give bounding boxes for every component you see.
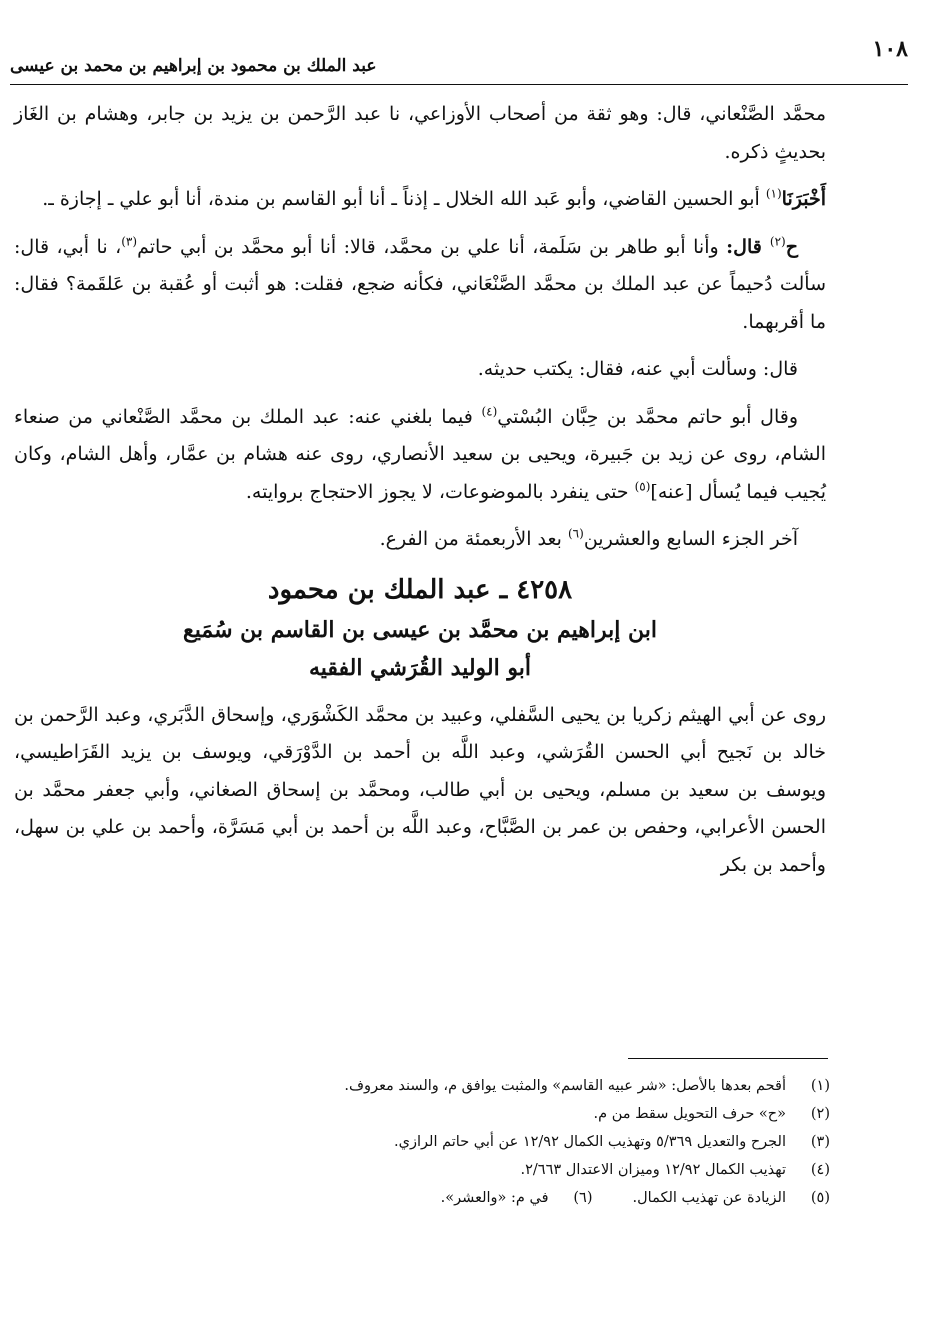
tahwil-mark: ح [785,235,798,258]
entry-heading [14,569,826,687]
header-rule [10,84,908,85]
page-header [10,36,908,82]
paragraph: محمَّد الصَّنْعاني، قال: وهو ثقة من أصحاب الأوزاعي، نا عبد الرَّحمن بن يزيد بن جابر، وهشام بن الغَاز بحديثٍ ذكره. [14,103,826,163]
entry-title: ٤٢٥٨ ـ عبد الملك بن محمود [267,574,573,605]
running-title: عبد الملك بن محمود بن إبراهيم بن محمد بن عيسى [10,56,377,76]
footnote: (٥) الزيادة عن تهذيب الكمال. [632,1190,830,1206]
footnote-ref: (١) [765,186,782,201]
footnote: (٣) الجرح والتعديل ٥/٣٦٩ وتهذيب الكمال ١٢/٩٢ عن أبي حاتم الرازي. [394,1134,830,1150]
paragraph: أَخْبَرَنَا$^{(١)}$ أبو الحسين القاضي، وأبو عَبد الله الخلال ـ إذناً ـ أنا أبو القاسم بن مندة، أنا أبو علي ـ إجازة ـ. [42,186,826,210]
footnote-ref: (٤) [481,404,498,419]
footnote-ref: (٥) [634,479,651,494]
footnote-rule [628,1058,828,1059]
footnote: (٤) تهذيب الكمال ١٢/٩٢ وميزان الاعتدال ٢/٦٦٣. [520,1162,830,1178]
narration-keyword: أَخْبَرَنَا [781,188,826,210]
footnote: (٢) «ح» حرف التحويل سقط من م. [593,1106,830,1122]
footnote-ref: (٣) [121,234,138,249]
footnote: (٦) في م: «والعشر». [440,1190,593,1206]
main-text [14,96,826,894]
paragraph: قال: وسألت أبي عنه، فقال: يكتب حديثه. [477,358,798,380]
paragraph: آخر الجزء السابع والعشرين$^{(٦)}$ بعد الأربعمئة من الفرع. [379,526,798,550]
paragraph: ح$^{(٢)}$ قال: وأنا أبو طاهر بن سَلَمة، أنا علي بن محمَّد، قالا: أنا أبو محمَّد بن أبي حاتم$^{(٣)}$، نا أبي، قال: سألت دُحيماً عن عبد الملك بن محمَّد الصَّنْعَاني، فكأنه ضجع، فقلت: هو أثبت أو عُقبة بن عَلقَمة؟ فقال: ما أقربهما. [14,234,826,333]
footnotes [170,1072,830,1212]
paragraph: روى عن أبي الهيثم زكريا بن يحيى السَّفلي، وعبيد بن محمَّد الكَشْوَري، وإسحاق الدَّبَري، وعبد الرَّحمن بن خالد بن نَجيح أبي الحسن القُرَشي، وعبد اللَّه بن أحمد بن الدَّوْرَقي، ويوسف بن يزيد القَرَاطيسي، ويوسف بن سعيد بن مسلم، ويحيى بن أبي طالب، ومحمَّد بن إسحاق الصغاني، وأبي جعفر محمَّد بن الحسن الأعرابي، وحفص بن عمر بن الصَّبَّاح، وعبد اللَّه بن أحمد بن أبي مَسَرَّة، وأحمد بن علي بن سهل، وأحمد بن بكر [14,703,826,876]
footnote-ref: (٢) [769,234,786,249]
footnote: (١) أقحم بعدها بالأصل: «شر عبيه القاسم» والمثبت يوافق م، والسند معروف. [344,1078,830,1094]
page-number: ١٠٨ [872,36,908,62]
footnote-ref: (٦) [567,526,584,541]
paragraph: وقال أبو حاتم محمَّد بن حِبَّان البُسْتي$^{(٤)}$ فيما بلغني عنه: عبد الملك بن محمَّد الصَّنْعاني من صنعاء الشام، روى عن زيد بن جَبيرة، ويحيى بن سعيد الأنصاري، روى عنه هشام بن عمَّار، وأهل الشام، وكان يُجيب فيما يُسأل [عنه]$^{(٥)}$ حتى ينفرد بالموضوعات، لا يجوز الاحتجاج بروايته. [14,404,826,503]
entry-kunya: أبو الوليد القُرَشي الفقيه [308,654,531,681]
entry-lineage: ابن إبراهيم بن محمَّد بن عيسى بن القاسم بن سُمَيع [183,616,657,643]
footnote-row [170,1184,830,1212]
